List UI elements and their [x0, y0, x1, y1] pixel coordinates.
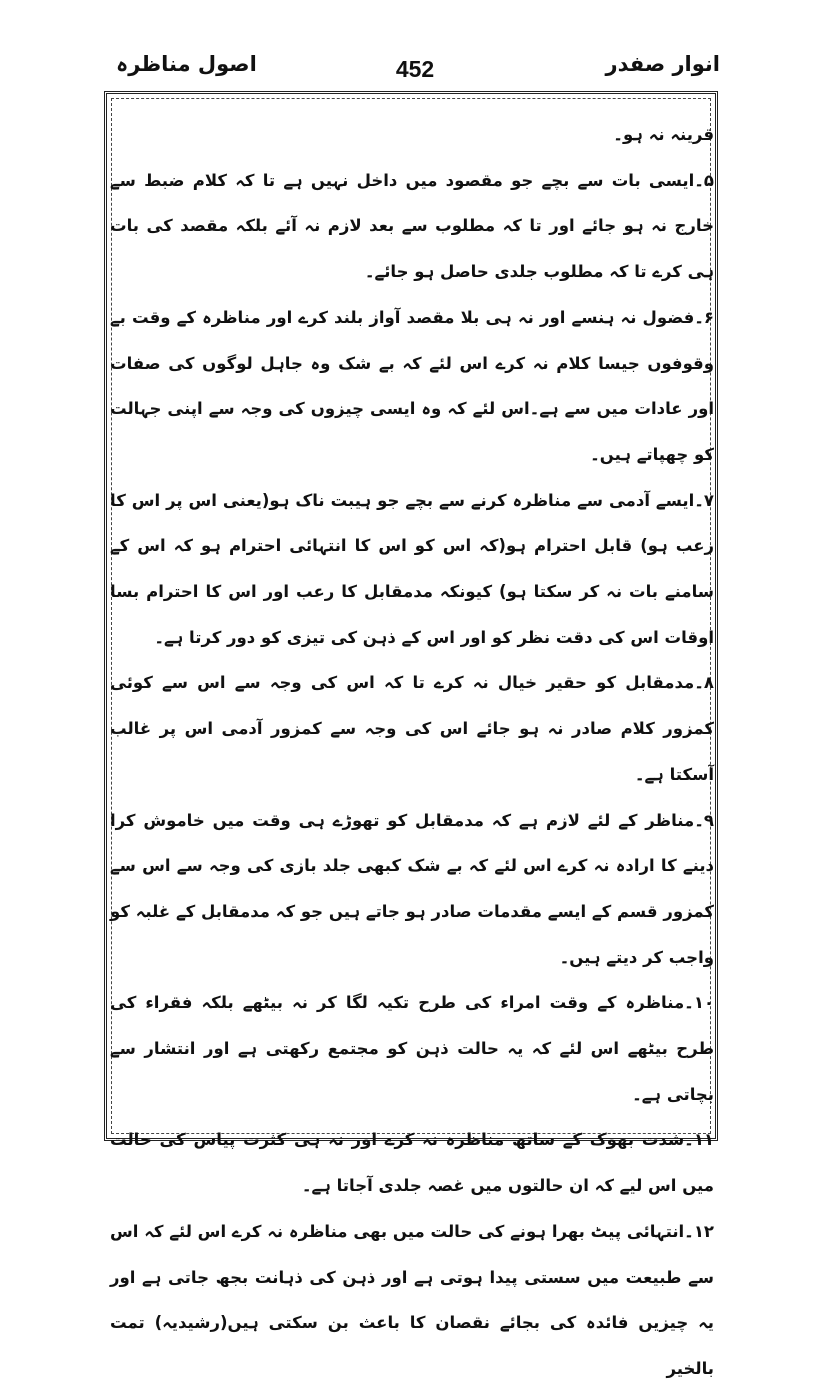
page-number: 452: [395, 56, 435, 82]
body-text: [110, 112, 714, 1392]
book-title: انوار صفدر: [605, 52, 720, 76]
paragraph-10: ۱۰۔مناظرہ کے وقت امراء کی طرح تکیہ لگا کر نہ بیٹھے بلکہ فقراء کی طرح بیٹھے اس لئے کہ یہ حالت ذہن کو مجتمع رکھتی ہے اور انتشار سے بچاتی ہے۔: [110, 993, 714, 1104]
paragraph-6: ۶۔فضول نہ ہنسے اور نہ ہی بلا مقصد آواز بلند کرے اور مناظرہ کے وقت بے وقوفوں جیسا کلام نہ کرے اس لئے کہ بے شک وہ جاہل لوگوں کی صفات اور عادات میں سے ہے۔اس لئے کہ وہ ایسی چیزوں کی وجہ سے اپنی جہالت کو چھپاتے ہیں۔: [110, 307, 714, 464]
paragraph-intro: قرینہ نہ ہو۔: [613, 125, 714, 144]
chapter-title: اصول مناظرہ: [116, 52, 257, 76]
paragraph-8: ۸۔مدمقابل کو حقیر خیال نہ کرے تا کہ اس کی وجہ سے اس سے کوئی کمزور کلام صادر نہ ہو جائے اس کی وجہ سے کمزور آدمی اس پر غالب آسکتا ہے۔: [110, 673, 714, 784]
paragraph-9: ۹۔مناظر کے لئے لازم ہے کہ مدمقابل کو تھوڑے ہی وقت میں خاموش کرا دینے کا ارادہ نہ کرے اس لئے کہ بے شک کبھی جلد بازی کی وجہ سے اس سے کمزور قسم کے ایسے مقدمات صادر ہو جاتے ہیں جو کہ مدمقابل کے غلبہ کو واجب کر دیتے ہیں۔: [110, 810, 714, 967]
paragraph-5: ۵۔ایسی بات سے بچے جو مقصود میں داخل نہیں ہے تا کہ کلام ضبط سے خارج نہ ہو جائے اور تا کہ مطلوب سے بعد لازم نہ آئے بلکہ مقصد کی بات ہی کرے تا کہ مطلوب جلدی حاصل ہو جائے۔: [110, 170, 714, 282]
paragraph-11: ۱۱۔شدت بھوک کے ساتھ مناظرہ نہ کرے اور نہ ہی کثرت پیاس کی حالت میں اس لیے کہ ان حالتوں میں غصہ جلدی آجاتا ہے۔: [110, 1130, 714, 1196]
paragraph-12: ۱۲۔انتہائی پیٹ بھرا ہونے کی حالت میں بھی مناظرہ نہ کرے اس لئے کہ اس سے طبیعت میں سستی پیدا ہوتی ہے اور ذہن کی ذہانت بجھ جاتی ہے اور یہ چیزیں فائدہ کی بجائے نقصان کا باعث بن سکتی ہیں(رشیدیہ) تمت بالخیر: [110, 1221, 714, 1378]
page-header: [110, 52, 720, 92]
paragraph-7: ۷۔ایسے آدمی سے مناظرہ کرنے سے بچے جو ہیبت ناک ہو(یعنی اس پر اس کا رعب ہو) قابل احترام ہو(کہ اس کو اس کا انتہائی احترام ہو کہ اس کے سامنے بات نہ کر سکتا ہو) کیونکہ مدمقابل کا رعب اور اس کا احترام بسا اوقات اس کی دقت نظر کو اور اس کے ذہن کی تیزی کو دور کرتا ہے۔: [110, 490, 714, 647]
